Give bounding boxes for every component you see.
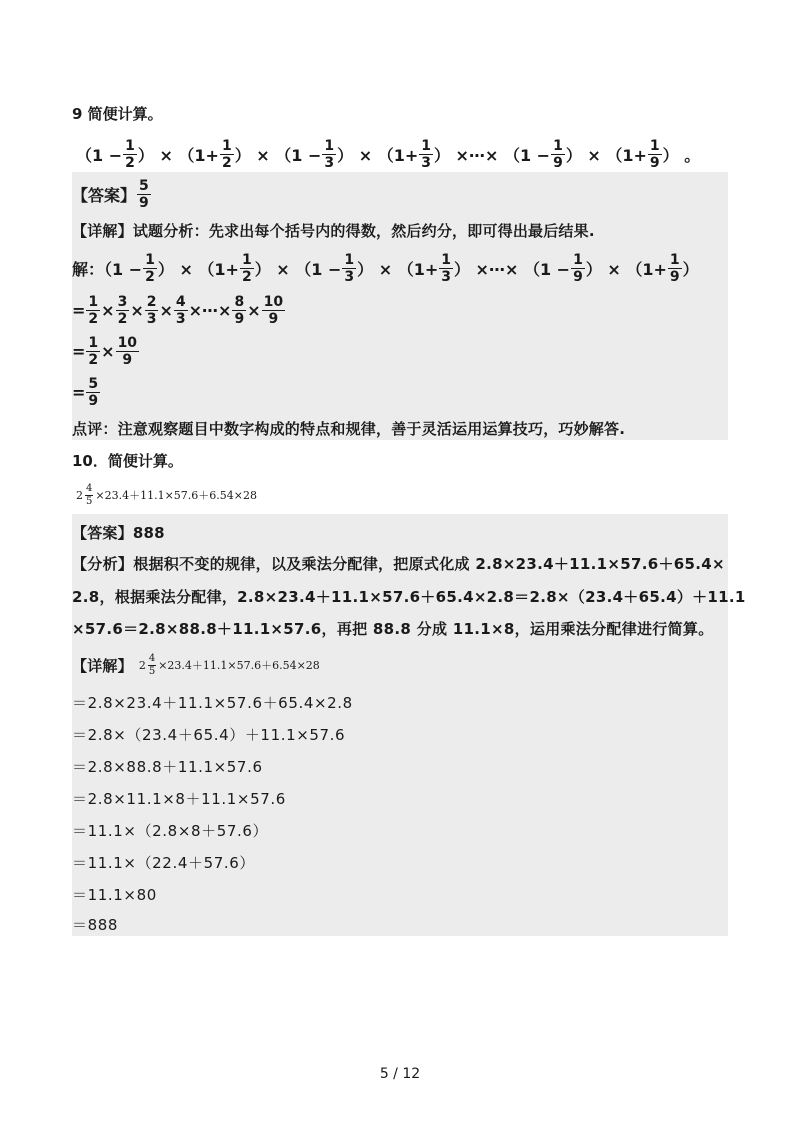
detail-label: 【详解】 — [72, 656, 133, 675]
q9-step-2: = $\frac{1}{2}$ × $\frac{10}{9}$ — [72, 334, 138, 368]
q10-analysis-line-1: 【分析】根据积不变的规律，以及乘法分配律，把原式化成 2.8×23.4＋11.1×57.6＋65.4× — [72, 555, 725, 573]
fraction: $\frac{10}{9}$ — [117, 334, 138, 368]
q9-step-3: = $\frac{5}{9}$ — [72, 375, 99, 409]
detail-label: 【详解】 — [72, 222, 133, 240]
q9-expression: （1 − $\frac{1}{2}$ ） × （1+ $\frac{1}{2}$ ） × （1 − $\frac{1}{3}$ ） × （1+ $\frac{1}{3}$ ） ×⋯× （1 − $\frac{1}{9}$ ） × （1+ $\frac{1}{9}$ ） 。 — [76, 137, 701, 171]
answer-label: 【答案】 — [72, 524, 133, 542]
analysis-label: 【分析】 — [72, 555, 134, 573]
fraction: $\frac{1}{2}$ — [88, 334, 99, 368]
q10-step: ＝11.1×（22.4＋57.6） — [72, 854, 255, 872]
q9-comment: 点评：注意观察题目中数字构成的特点和规律，善于灵活运用运算技巧，巧妙解答. — [72, 420, 626, 438]
answer-value: 888 — [132, 524, 165, 542]
q9-answer — [72, 174, 152, 214]
fraction: $\frac{1}{2}$ — [125, 137, 135, 171]
answer-fraction: $\frac{5}{9}$ — [139, 177, 149, 211]
q9-step-1: = $\frac{1}{2}$ × $\frac{3}{2}$ × $\frac{2}{3}$ × $\frac{4}{3}$ ×⋯× $\frac{8}{9}$ × $\frac{10}{9}$ — [72, 293, 284, 327]
q10-heading: 10．简便计算。 — [72, 452, 183, 470]
detail-text: 试题分析：先求出每个括号内的得数，然后约分，即可得出最后结果. — [132, 222, 595, 240]
q10-step: ＝2.8×（23.4＋65.4）＋11.1×57.6 — [72, 726, 346, 744]
q10-step: ＝11.1×80 — [72, 886, 157, 904]
q9-heading: 9 简便计算。 — [72, 105, 163, 123]
q10-step: ＝2.8×11.1×8＋11.1×57.6 — [72, 790, 286, 808]
fraction: $\frac{1}{3}$ — [344, 251, 355, 285]
fraction: $\frac{1}{3}$ — [324, 137, 335, 171]
fraction: $\frac{10}{9}$ — [263, 293, 284, 327]
fraction: $\frac{1}{3}$ — [441, 251, 451, 285]
q10-step: ＝2.8×88.8＋11.1×57.6 — [72, 758, 263, 776]
fraction: $\frac{1}{3}$ — [421, 137, 431, 171]
fraction: $\frac{1}{2}$ — [241, 251, 252, 285]
fraction: $\frac{4}{5}$ — [86, 482, 93, 507]
fraction: $\frac{2}{3}$ — [146, 293, 157, 327]
q9-detail — [72, 220, 595, 241]
q10-expression: 2 $\frac{4}{5}$ ×23.4＋11.1×57.6＋6.54×28 — [76, 482, 257, 507]
fraction: $\frac{1}{2}$ — [145, 251, 155, 285]
q10-answer — [72, 522, 165, 543]
fraction: $\frac{1}{2}$ — [221, 137, 232, 171]
q10-analysis-line-3: ×57.6＝2.8×88.8＋11.1×57.6，再把 88.8 分成 11.1×8，运用乘法分配律进行简算。 — [72, 620, 714, 638]
q10-analysis-line-2: 2.8，根据乘法分配律，2.8×23.4＋11.1×57.6＋65.4×2.8＝2.8×（23.4＋65.4）＋11.1 — [72, 588, 746, 606]
page-indicator: 5 / 12 — [379, 1066, 421, 1082]
q10-step: ＝2.8×23.4＋11.1×57.6＋65.4×2.8 — [72, 694, 353, 712]
fraction: $\frac{1}{9}$ — [649, 137, 660, 171]
q9-solution-line: 解：（1 − $\frac{1}{2}$ ） × （1+ $\frac{1}{2}$ ） × （1 − $\frac{1}{3}$ ） × （1+ $\frac{1}{3}$ ） ×⋯× （1 − $\frac{1}{9}$ ） × （1+ $\frac{1}{9}$ ） — [72, 251, 699, 285]
fraction: $\frac{3}{2}$ — [117, 293, 128, 327]
answer-label: 【答案】 — [72, 185, 137, 205]
fraction: $\frac{4}{3}$ — [175, 293, 186, 327]
fraction: $\frac{4}{5}$ — [148, 652, 156, 677]
fraction: $\frac{1}{2}$ — [88, 293, 99, 327]
q10-step: ＝888 — [72, 916, 119, 934]
fraction: $\frac{5}{9}$ — [88, 375, 99, 409]
fraction: $\frac{8}{9}$ — [234, 293, 245, 327]
fraction: $\frac{1}{9}$ — [573, 251, 583, 285]
fraction: $\frac{1}{9}$ — [553, 137, 563, 171]
fraction: $\frac{1}{9}$ — [669, 251, 680, 285]
q10-detail: 【详解】 2 $\frac{4}{5}$ ×23.4＋11.1×57.6＋6.54×28 — [72, 652, 320, 677]
q10-step: ＝11.1×（2.8×8＋57.6） — [72, 822, 269, 840]
